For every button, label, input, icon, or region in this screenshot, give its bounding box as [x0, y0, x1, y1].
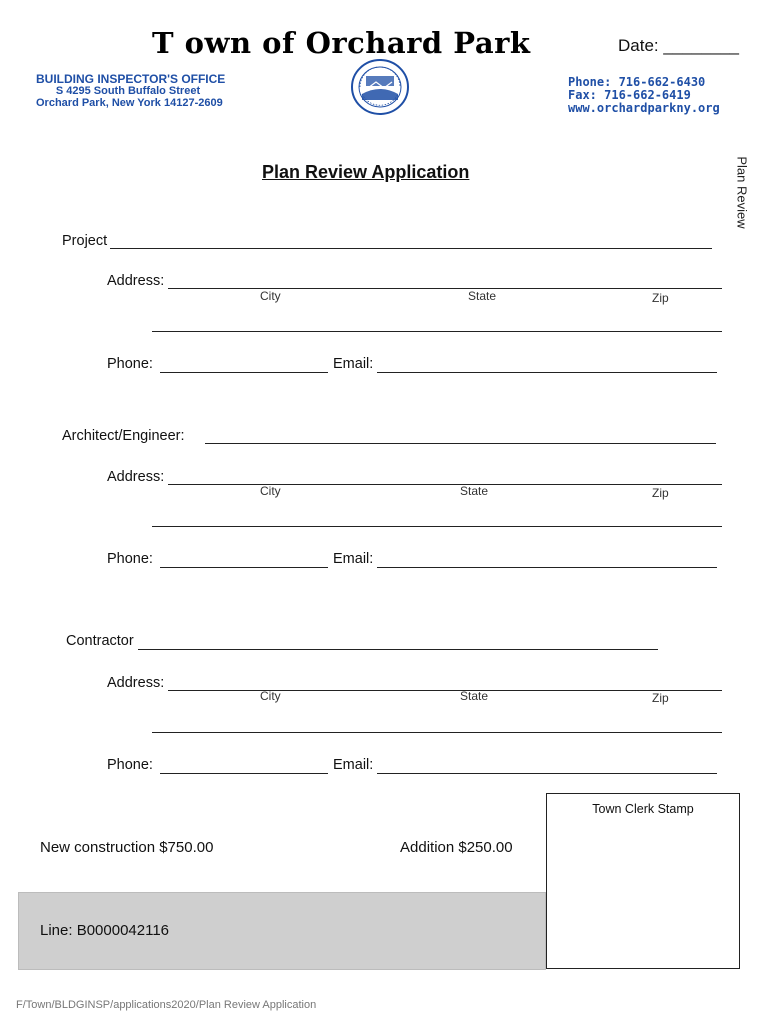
office-name: BUILDING INSPECTOR'S OFFICE — [36, 72, 226, 86]
architect-zip-label: Zip — [652, 486, 669, 500]
contractor-zip-label: Zip — [652, 691, 669, 705]
form-title: Plan Review Application — [262, 162, 470, 182]
project-address-field[interactable] — [168, 288, 722, 289]
line-code: Line: B0000042116 — [40, 922, 170, 939]
addition-fee: Addition $250.00 — [400, 839, 513, 856]
project-email-field[interactable] — [377, 372, 717, 373]
project-state-label: State — [468, 289, 497, 303]
architect-phone-field[interactable] — [160, 567, 328, 568]
project-phone-label: Phone: — [107, 356, 153, 372]
footer-path: F/Town/BLDGINSP/applications2020/Plan Review Application — [16, 999, 317, 1011]
project-email-label: Email: — [333, 356, 374, 372]
project-phone-field[interactable] — [160, 372, 328, 373]
contractor-email-label: Email: — [333, 757, 374, 773]
phone-number: Phone: 716-662-6430 — [568, 75, 706, 89]
project-field[interactable] — [110, 248, 712, 249]
contractor-phone-field[interactable] — [160, 773, 328, 774]
new-construction-fee: New construction $750.00 — [40, 839, 214, 856]
architect-address-field[interactable] — [168, 484, 722, 485]
project-zip-label: Zip — [652, 291, 669, 305]
architect-label: Architect/Engineer: — [62, 428, 185, 444]
architect-city-label: City — [260, 484, 281, 498]
contractor-address-line2[interactable] — [152, 732, 722, 733]
contractor-email-field[interactable] — [377, 773, 717, 774]
fax-number: Fax: 716-662-6419 — [568, 88, 691, 102]
date-field[interactable]: Date: ________ — [618, 36, 739, 55]
project-address-line2[interactable] — [152, 331, 722, 332]
office-street: S 4295 South Buffalo Street — [55, 85, 201, 97]
town-seal-icon — [350, 58, 410, 116]
contractor-state-label: State — [460, 689, 489, 703]
office-city: Orchard Park, New York 14127-2609 — [36, 97, 223, 109]
town-title: T own of Orchard Park — [152, 26, 531, 60]
project-address-label: Address: — [107, 273, 165, 289]
contractor-phone-label: Phone: — [107, 757, 153, 773]
architect-email-field[interactable] — [377, 567, 717, 568]
contractor-label: Contractor — [66, 633, 134, 649]
website-link[interactable]: www.orchardparkny.org — [568, 101, 720, 115]
project-label: Project — [62, 233, 108, 249]
architect-address-label: Address: — [107, 469, 165, 485]
line-code-band — [18, 892, 546, 970]
contractor-city-label: City — [260, 689, 281, 703]
contractor-address-label: Address: — [107, 675, 165, 691]
architect-address-line2[interactable] — [152, 526, 722, 527]
side-label: Plan Review — [734, 156, 750, 229]
project-city-label: City — [260, 289, 281, 303]
contractor-field[interactable] — [138, 649, 658, 650]
town-clerk-stamp-box — [546, 793, 740, 969]
architect-phone-label: Phone: — [107, 551, 153, 567]
architect-field[interactable] — [205, 443, 716, 444]
architect-state-label: State — [460, 484, 489, 498]
stamp-label: Town Clerk Stamp — [592, 802, 694, 816]
architect-email-label: Email: — [333, 551, 374, 567]
contractor-address-field[interactable] — [168, 690, 722, 691]
